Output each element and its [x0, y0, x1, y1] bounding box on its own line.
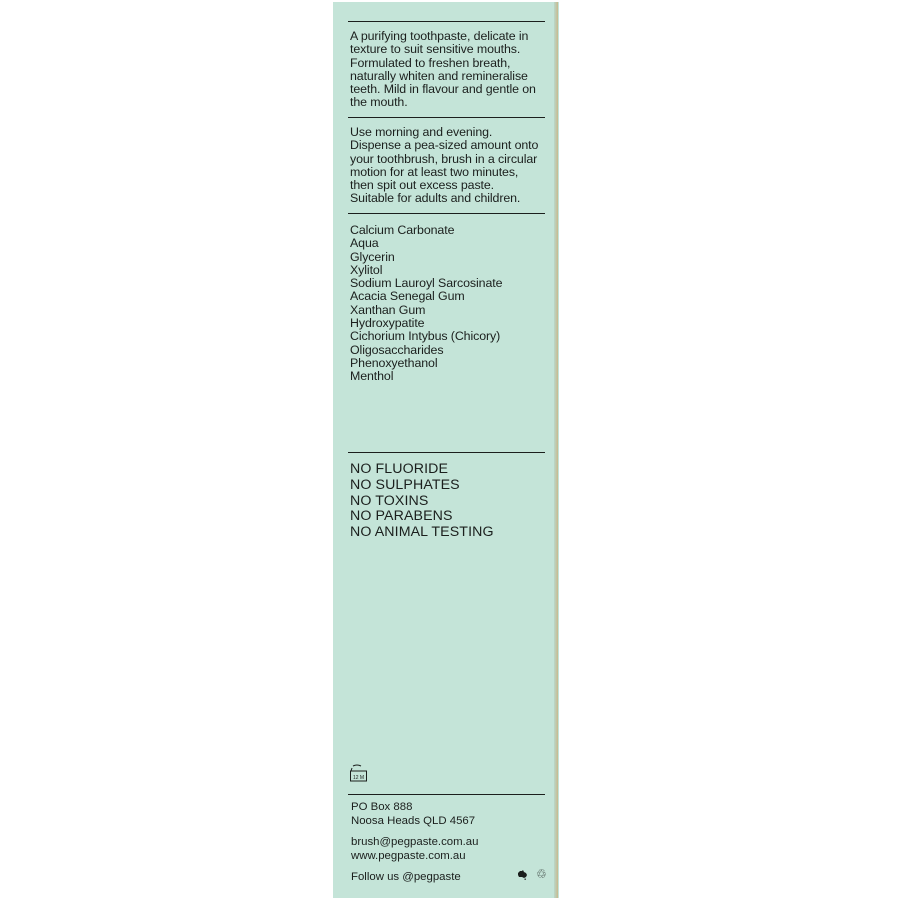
divider-description	[348, 117, 545, 118]
website-text: www.pegpaste.com.au	[351, 849, 466, 862]
ingredient-item: Calcium Carbonate	[350, 223, 455, 237]
toothpaste-box-side-panel	[333, 2, 559, 898]
ingredients-list	[350, 224, 550, 384]
description-line: the mouth.	[350, 95, 408, 110]
claim-item: NO TOXINS	[350, 492, 429, 509]
claim-item: NO ANIMAL TESTING	[350, 524, 494, 541]
web-contact	[351, 836, 551, 863]
description-line: naturally whiten and remineralise	[350, 68, 528, 83]
ingredient-item: Xylitol	[350, 262, 383, 277]
description-line: teeth. Mild in flavour and gentle on	[350, 82, 536, 97]
claim-item: NO PARABENS	[350, 508, 453, 525]
directions-line: Use morning and evening.	[350, 125, 493, 139]
ingredient-item: Xanthan Gum	[350, 302, 426, 317]
australia-map-icon	[517, 869, 528, 880]
address-line: Noosa Heads QLD 4567	[351, 814, 476, 827]
free-from-claims	[350, 462, 550, 541]
postal-address	[351, 801, 551, 828]
directions-line: motion for at least two minutes,	[350, 164, 519, 179]
divider-ingredients	[348, 452, 545, 453]
ingredient-item: Aqua	[350, 236, 379, 251]
ingredient-item: Sodium Lauroyl Sarcosinate	[350, 276, 503, 291]
claim-item: NO SULPHATES	[350, 476, 460, 493]
directions-line: Suitable for adults and children.	[350, 191, 521, 206]
ingredient-item: Menthol	[350, 369, 394, 384]
ingredient-item: Cichorium Intybus (Chicory)	[350, 329, 501, 344]
ingredient-item: Phenoxyethanol	[350, 355, 438, 370]
divider-top	[348, 21, 545, 22]
ingredient-item: Acacia Senegal Gum	[350, 289, 465, 304]
ingredient-item: Oligosaccharides	[350, 342, 444, 357]
divider-contact	[348, 794, 545, 795]
directions-line: your toothbrush, brush in a circular	[350, 151, 538, 166]
ingredient-item: Glycerin	[350, 249, 395, 264]
description-line: A purifying toothpaste, delicate in	[350, 29, 529, 43]
ingredient-item: Hydroxypatite	[350, 316, 425, 331]
pao-label: 12 M	[352, 775, 365, 781]
period-after-opening-icon	[348, 764, 370, 782]
address-line: PO Box 888	[351, 801, 413, 813]
directions-line: then spit out excess paste.	[350, 178, 495, 193]
footer-icons	[517, 868, 547, 880]
directions	[350, 126, 550, 206]
description-line: Formulated to freshen breath,	[350, 55, 511, 70]
product-description	[350, 30, 550, 110]
divider-directions	[348, 213, 545, 214]
description-line: texture to suit sensitive mouths.	[350, 42, 521, 57]
directions-line: Dispense a pea-sized amount onto	[350, 138, 539, 153]
claim-item: NO FLUORIDE	[350, 461, 449, 477]
box-edge-shading	[554, 2, 558, 898]
recycle-icon: ♲	[536, 867, 547, 881]
email-text: brush@pegpaste.com.au	[351, 836, 479, 848]
social-text: Follow us @pegpaste	[351, 871, 461, 883]
